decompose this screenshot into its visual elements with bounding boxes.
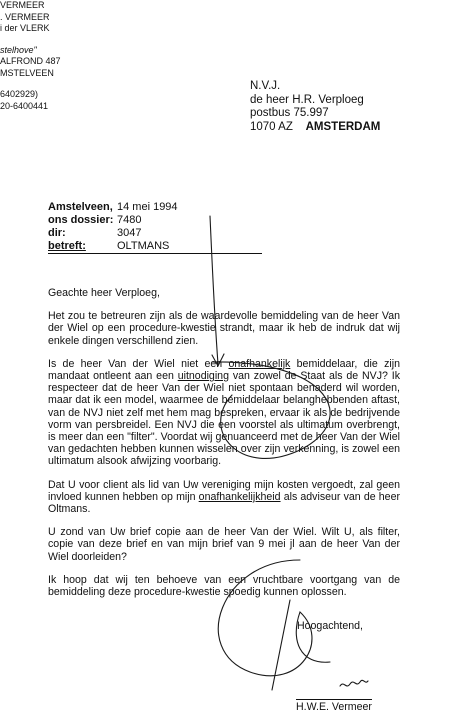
paragraph-5: Ik hoop dat wij ten behoeve van een vruchtbare voortgang van de bemiddeling deze procedure-kwestie spoedig kunnen oplossen. (48, 573, 400, 599)
text-run: als adviseur van de heer Oltmans. (48, 490, 400, 516)
ref-value: OLTMANS (117, 240, 170, 252)
underlined-word: uitnodiging (177, 370, 229, 383)
sender-address-line: ALFROND 487 (0, 56, 61, 66)
sender-house-name: stelhove" (0, 44, 37, 55)
text-run: Dat U voor client als lid van Uw vereniging mijn kosten vergoedt, zal geen invloed kunnen hebben op mijn (48, 478, 400, 503)
salutation: Geachte heer Verploeg, (48, 287, 160, 299)
ref-row-dossier (48, 214, 262, 227)
ref-label: Amstelveen, (48, 201, 113, 213)
ref-label: betreft: (48, 240, 86, 252)
recipient-postbus: postbus 75.997 (250, 107, 329, 119)
sender-phone: 6402929) (0, 89, 39, 99)
ref-label: ons dossier: (48, 214, 114, 226)
underlined-word: onafhankelijk (228, 357, 291, 370)
sender-line: i der VLERK (0, 23, 50, 33)
ref-value: 7480 (117, 214, 142, 226)
signature-initials (340, 680, 368, 686)
ref-row-subject (48, 240, 262, 254)
ref-row-dir (48, 227, 262, 240)
ref-value: 14 mei 1994 (117, 201, 178, 213)
letter-body (48, 287, 400, 609)
paragraph-1: Het zou te betreuren zijn als de waardevolle bemiddeling van de heer Van der Wiel op een procedure-kwestie strandt, maar ik heb de indruk dat wij enkele dingen verschillend zien. (48, 310, 400, 347)
text-run: Is de heer Van der Wiel niet een (48, 357, 229, 370)
sender-line: VERMEER (0, 0, 45, 10)
paragraph-3 (48, 479, 400, 516)
recipient-city-line (250, 121, 380, 135)
recipient-org: N.V.J. (250, 80, 281, 92)
paragraph-2 (48, 358, 400, 468)
recipient-city: AMSTERDAM (305, 120, 381, 133)
signer-name: H.W.E. Vermeer (296, 701, 372, 713)
recipient-name: de heer H.R. Verploeg (250, 93, 364, 106)
ref-label: dir: (48, 227, 66, 239)
sender-block (0, 0, 61, 112)
paragraph-4: U zond van Uw brief copie aan de heer Van der Wiel. Wilt U, als filter, copie van deze brief en van mijn brief van 9 mei jl aan de heer Van der Wiel doorleiden? (48, 526, 400, 563)
ref-value: 3047 (117, 227, 142, 239)
recipient-postcode: 1070 AZ (250, 120, 293, 133)
text-run: bemiddelaar, die zijn mandaat ontleent aan een (48, 357, 400, 383)
recipient-address (250, 80, 380, 134)
sender-phone: 20-6400441 (0, 100, 49, 111)
underlined-word: onafhankelijkheid (198, 490, 281, 503)
reference-block (48, 201, 262, 254)
closing: Hoogachtend, (297, 620, 363, 632)
ref-row-place-date (48, 201, 262, 214)
signature-stroke (272, 600, 290, 690)
sender-address-line: MSTELVEEN (0, 67, 54, 78)
sender-line: . VERMEER (0, 11, 50, 22)
text-run: van zowel de Staat als de NVJ? Ik respecteer dat de heer Van der Wiel niet spontaan benaderd wil worden, maar dat ik een model, waarmee de bemiddelaar belanghebbenden aftast, van de NVJ niet zelf met hem mag bespreken, ervaar ik als de bedrijvende vorm van persbreidel. Een NVJ die een voorstel als ultimatum overbrengt, is meer dan een "filter". Voordat wij genuanceerd met de heer Van der Wiel van gedachten hebben kunnen wisselen over zijn verkenning, is zowel een ultimatum alsook afwijzing voorbarig. (48, 370, 400, 468)
